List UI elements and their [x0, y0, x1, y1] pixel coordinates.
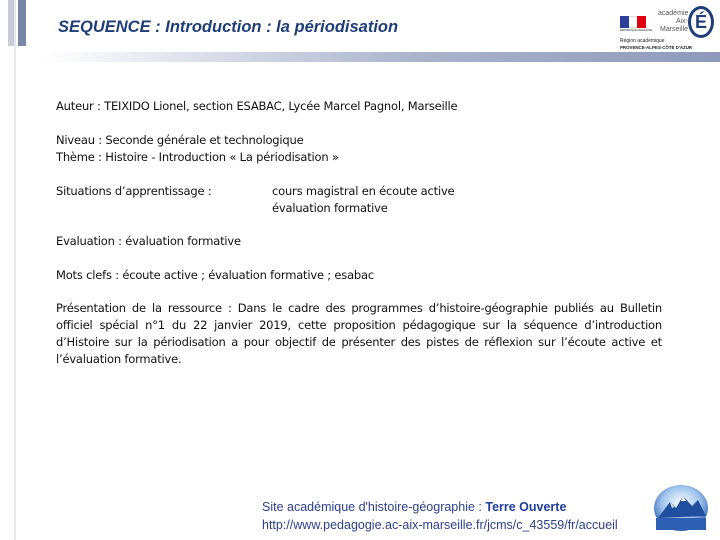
logo-top-text: RÉPUBLIQUE FRANÇAISE [620, 29, 653, 32]
theme-line: Thème : Histoire - Introduction « La périodisation » [56, 150, 339, 164]
situation-item: évaluation formative [272, 201, 388, 215]
presentation-paragraph: Présentation de la ressource : Dans le cadre des programmes d’histoire-géographie publiés au Bulletin officiel spécial n°1 du 22 janvier 2019, cette proposition pédagogique sur la séquence d’introduction d’Histoire sur la périodisation a pour objectif de présenter des pistes de réflexion sur l’écoute active et l’évaluation formative. [56, 301, 662, 366]
niveau-line: Niveau : Seconde générale et technologique [56, 133, 304, 147]
page-title: SEQUENCE : Introduction : la périodisation [58, 18, 399, 36]
footer-url[interactable]: http://www.pedagogie.ac-aix-marseille.fr/jcms/c_43559/fr/accueil [262, 518, 618, 532]
left-border-line [14, 0, 16, 540]
mots-clefs-line: Mots clefs : écoute active ; évaluation formative ; esabac [56, 268, 374, 282]
auteur-line: Auteur : TEIXIDO Lionel, section ESABAC, Lycée Marcel Pagnol, Marseille [56, 99, 458, 113]
footer-site-name: Terre Ouverte [485, 500, 567, 514]
academie-logo [618, 4, 714, 52]
left-accent-bar [8, 0, 14, 46]
footer-site-prefix: Site académique d'histoire-géographie : [262, 500, 486, 514]
situation-item: cours magistral en écoute active [272, 184, 455, 198]
academie-e-mark: É [688, 6, 714, 38]
footer-credits [262, 498, 618, 534]
logo-region-name: PROVENCE-ALPES-CÔTE D'AZUR [620, 45, 693, 50]
footer-site-line [262, 498, 618, 516]
logo-region-label: Région académique [620, 38, 665, 44]
situations-label: Situations d’apprentissage : [56, 184, 212, 198]
evaluation-line: Evaluation : évaluation formative [56, 234, 241, 248]
header-divider [44, 52, 720, 62]
terre-ouverte-globe-icon [652, 484, 710, 532]
french-flag-icon [620, 16, 646, 28]
left-accent-bar-inner [18, 0, 26, 46]
logo-academie-text: académie Aix-Marseille [658, 10, 689, 33]
